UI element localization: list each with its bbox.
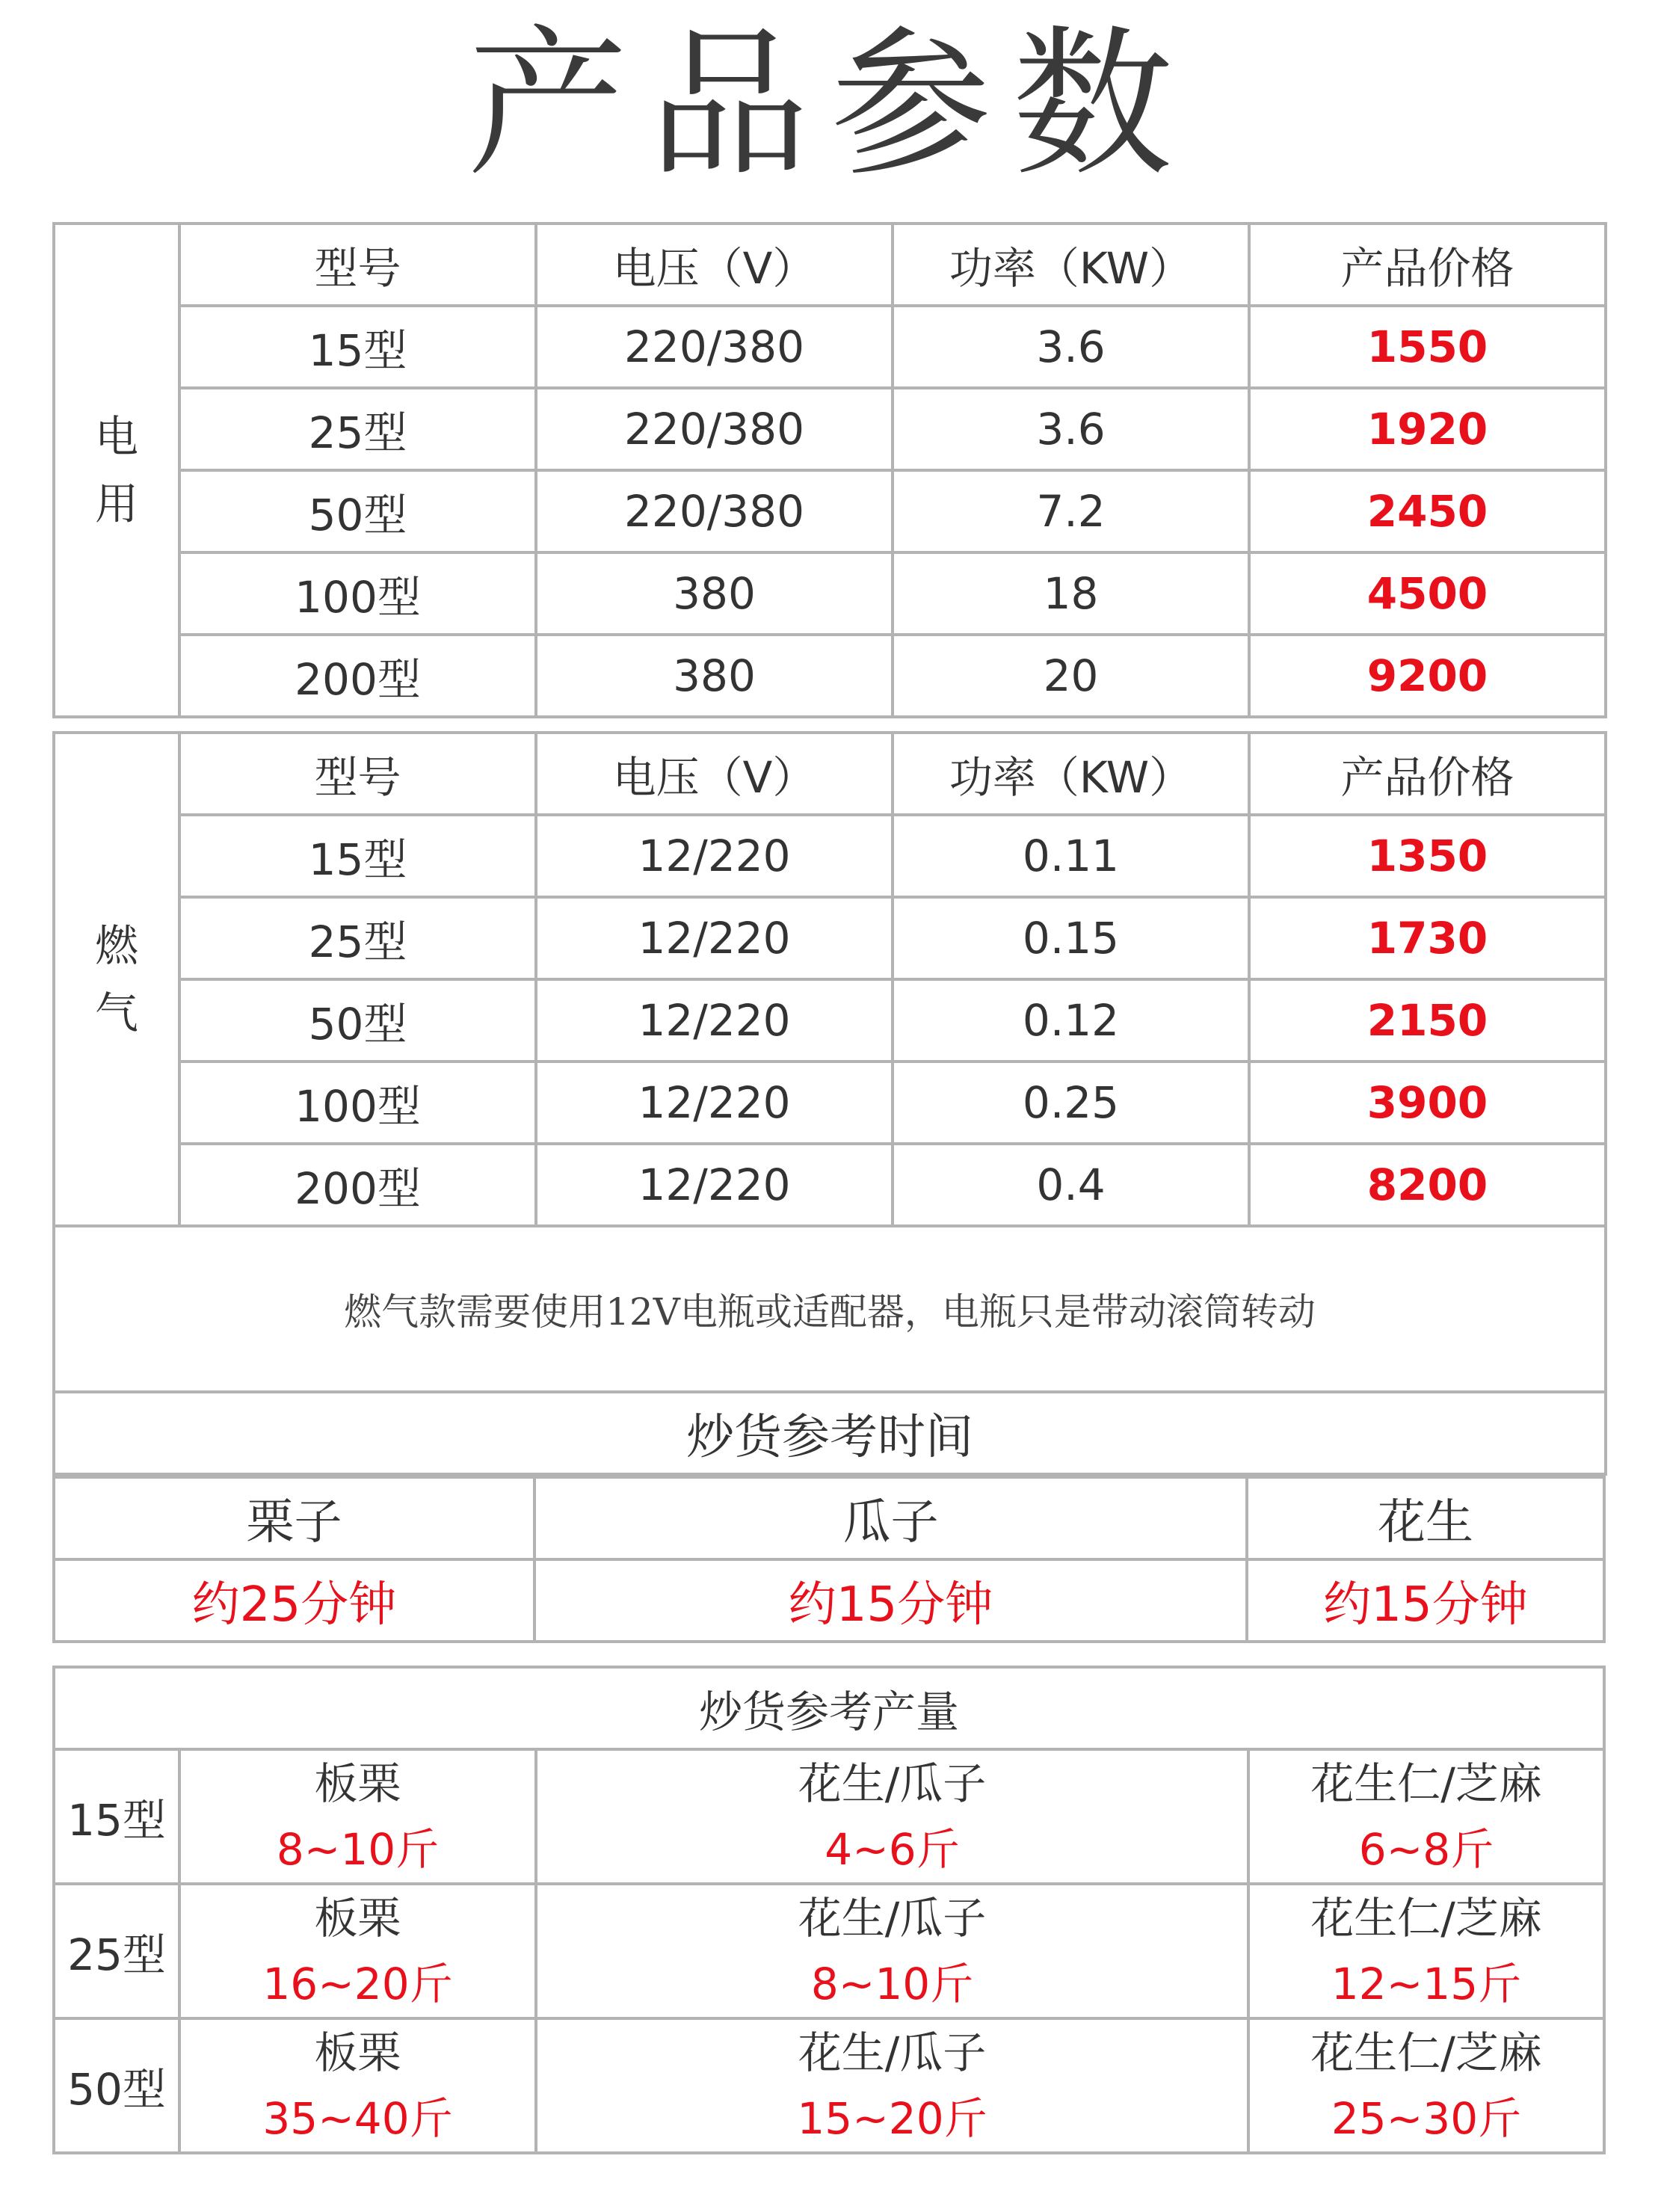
power-cell: 18	[893, 552, 1249, 635]
yield-model: 50型	[54, 2018, 179, 2153]
time-item-name: 栗子	[54, 1477, 534, 1559]
price-cell: 9200	[1249, 635, 1606, 717]
price-cell: 1350	[1249, 815, 1606, 897]
power-cell: 7.2	[893, 470, 1249, 552]
table-row	[54, 388, 1606, 470]
time-section-title: 炒货参考时间	[54, 1392, 1606, 1474]
yield-cell: 花生仁/芝麻 25~30斤	[1248, 2018, 1604, 2153]
voltage-cell: 12/220	[536, 815, 893, 897]
yield-model: 15型	[54, 1749, 179, 1884]
yield-cell: 板栗 35~40斤	[179, 2018, 536, 2153]
voltage-cell: 220/380	[536, 306, 893, 388]
table-row	[54, 470, 1606, 552]
header-voltage: 电压（V）	[536, 733, 893, 815]
yield-cell: 花生仁/芝麻 12~15斤	[1248, 1884, 1604, 2018]
yield-section-title: 炒货参考产量	[54, 1667, 1604, 1749]
price-cell: 3900	[1249, 1062, 1606, 1144]
header-model: 型号	[179, 224, 536, 306]
price-cell: 1920	[1249, 388, 1606, 470]
yield-cell: 板栗 16~20斤	[179, 1884, 536, 2018]
table-row	[54, 2018, 1604, 2153]
power-cell: 0.12	[893, 979, 1249, 1062]
gas-spec-table	[52, 731, 1607, 1476]
model-cell: 25型	[179, 897, 536, 979]
power-cell: 3.6	[893, 388, 1249, 470]
gas-note: 燃气款需要使用12V电瓶或适配器，电瓶只是带动滚筒转动	[54, 1226, 1606, 1392]
table-row	[54, 979, 1606, 1062]
model-cell: 200型	[179, 1144, 536, 1226]
yield-model: 25型	[54, 1884, 179, 2018]
time-item-name: 花生	[1247, 1477, 1604, 1559]
header-power: 功率（KW）	[893, 733, 1249, 815]
time-item-value: 约15分钟	[534, 1559, 1247, 1642]
time-item-value: 约25分钟	[54, 1559, 534, 1642]
yield-cell: 花生/瓜子 15~20斤	[536, 2018, 1248, 2153]
electric-spec-table	[52, 222, 1607, 718]
model-cell: 100型	[179, 1062, 536, 1144]
voltage-cell: 220/380	[536, 388, 893, 470]
voltage-cell: 380	[536, 635, 893, 717]
price-cell: 1550	[1249, 306, 1606, 388]
table-row	[54, 635, 1606, 717]
model-cell: 50型	[179, 979, 536, 1062]
model-cell: 15型	[179, 306, 536, 388]
model-cell: 50型	[179, 470, 536, 552]
power-cell: 3.6	[893, 306, 1249, 388]
gas-category-label: 燃 气	[54, 733, 179, 1226]
yield-table	[52, 1666, 1606, 2154]
yield-cell: 花生/瓜子 4~6斤	[536, 1749, 1248, 1884]
header-power: 功率（KW）	[893, 224, 1249, 306]
time-item-name: 瓜子	[534, 1477, 1247, 1559]
power-cell: 0.15	[893, 897, 1249, 979]
roast-time-table	[52, 1476, 1606, 1643]
model-cell: 25型	[179, 388, 536, 470]
model-cell: 100型	[179, 552, 536, 635]
table-row	[54, 306, 1606, 388]
header-price: 产品价格	[1249, 224, 1606, 306]
price-cell: 2450	[1249, 470, 1606, 552]
voltage-cell: 12/220	[536, 1144, 893, 1226]
power-cell: 0.11	[893, 815, 1249, 897]
table-row	[54, 1144, 1606, 1226]
price-cell: 8200	[1249, 1144, 1606, 1226]
time-item-value: 约15分钟	[1247, 1559, 1604, 1642]
voltage-cell: 12/220	[536, 897, 893, 979]
price-cell: 1730	[1249, 897, 1606, 979]
page-title: 产品参数	[467, 10, 1194, 198]
yield-cell: 板栗 8~10斤	[179, 1749, 536, 1884]
power-cell: 0.25	[893, 1062, 1249, 1144]
electric-category-label: 电 用	[54, 224, 179, 717]
model-cell: 200型	[179, 635, 536, 717]
power-cell: 0.4	[893, 1144, 1249, 1226]
header-model: 型号	[179, 733, 536, 815]
header-voltage: 电压（V）	[536, 224, 893, 306]
table-row	[54, 1884, 1604, 2018]
voltage-cell: 12/220	[536, 1062, 893, 1144]
yield-cell: 花生仁/芝麻 6~8斤	[1248, 1749, 1604, 1884]
voltage-cell: 12/220	[536, 979, 893, 1062]
table-row	[54, 552, 1606, 635]
price-cell: 2150	[1249, 979, 1606, 1062]
table-row	[54, 897, 1606, 979]
voltage-cell: 220/380	[536, 470, 893, 552]
power-cell: 20	[893, 635, 1249, 717]
model-cell: 15型	[179, 815, 536, 897]
voltage-cell: 380	[536, 552, 893, 635]
table-row	[54, 1749, 1604, 1884]
price-cell: 4500	[1249, 552, 1606, 635]
yield-cell: 花生/瓜子 8~10斤	[536, 1884, 1248, 2018]
table-row	[54, 815, 1606, 897]
table-row	[54, 1062, 1606, 1144]
header-price: 产品价格	[1249, 733, 1606, 815]
